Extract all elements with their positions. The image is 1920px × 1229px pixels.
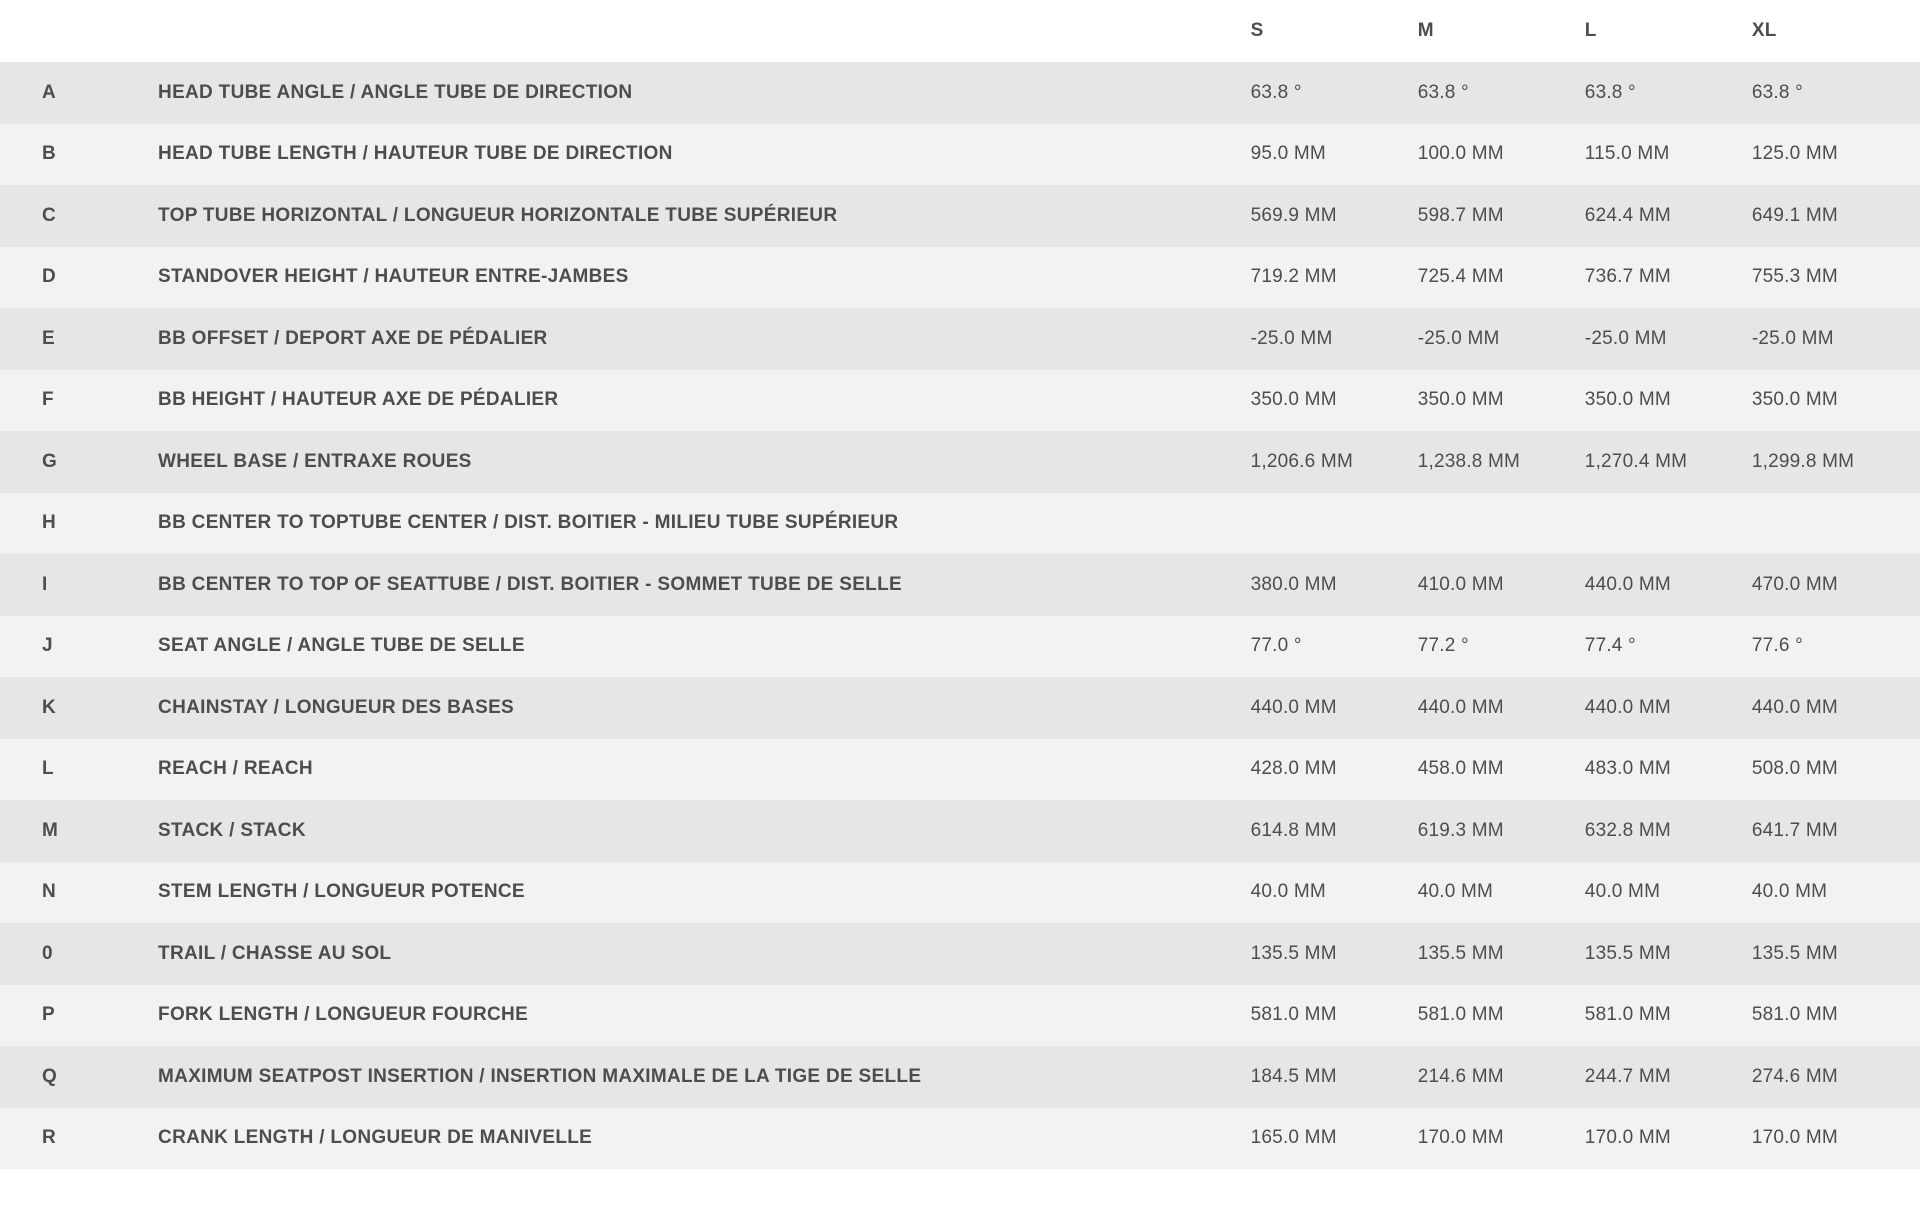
column-header-size-m: M [1418, 0, 1585, 62]
table-row [0, 554, 1920, 616]
column-header-letter [0, 0, 100, 62]
row-label: HEAD TUBE LENGTH / HAUTEUR TUBE DE DIRECTION [158, 143, 673, 165]
row-letter: G [42, 450, 58, 472]
row-value-s: 77.0 ° [1250, 635, 1302, 657]
table-row [0, 308, 1920, 370]
row-value-xl: 440.0 MM [1751, 696, 1838, 718]
table-row [0, 739, 1920, 801]
row-value-l: 632.8 MM [1584, 819, 1671, 841]
bottom-spacer [0, 1169, 1920, 1229]
row-value-s: 380.0 MM [1250, 573, 1337, 595]
table-row [0, 62, 1920, 124]
row-value-xl: -25.0 MM [1751, 327, 1834, 349]
row-value-l: 483.0 MM [1584, 758, 1671, 780]
row-value-l [1585, 493, 1752, 555]
row-value-l: 135.5 MM [1584, 942, 1671, 964]
row-value-xl: 40.0 MM [1751, 881, 1828, 903]
row-label: STACK / STACK [158, 819, 306, 841]
row-label: BB CENTER TO TOP OF SEATTUBE / DIST. BOITIER - SOMMET TUBE DE SELLE [158, 573, 902, 595]
row-value-l: 244.7 MM [1584, 1065, 1671, 1087]
row-letter: E [42, 327, 55, 349]
row-value-m: 350.0 MM [1417, 389, 1504, 411]
row-value-s: 428.0 MM [1250, 758, 1337, 780]
row-letter: F [42, 389, 54, 411]
row-value-m: 100.0 MM [1417, 143, 1504, 165]
row-label: SEAT ANGLE / ANGLE TUBE DE SELLE [158, 635, 525, 657]
row-value-m: 598.7 MM [1417, 204, 1504, 226]
row-value-l: -25.0 MM [1584, 327, 1667, 349]
row-value-s: 569.9 MM [1250, 204, 1337, 226]
row-letter: P [42, 1004, 55, 1026]
table-row [0, 247, 1920, 309]
row-letter: L [42, 758, 54, 780]
row-value-l: 77.4 ° [1584, 635, 1636, 657]
row-value-s: 40.0 MM [1250, 881, 1326, 903]
row-value-m: 170.0 MM [1417, 1127, 1504, 1149]
row-value-m: 458.0 MM [1417, 758, 1504, 780]
row-value-l: 170.0 MM [1584, 1127, 1671, 1149]
table-row [0, 862, 1920, 924]
row-label: TOP TUBE HORIZONTAL / LONGUEUR HORIZONTALE TUBE SUPÉRIEUR [158, 204, 838, 226]
row-value-xl: 581.0 MM [1751, 1004, 1838, 1026]
row-value-m: -25.0 MM [1417, 327, 1500, 349]
row-letter: C [42, 204, 57, 226]
row-value-m: 63.8 ° [1417, 81, 1469, 103]
row-value-xl: 135.5 MM [1751, 942, 1838, 964]
row-value-s: 184.5 MM [1250, 1065, 1337, 1087]
row-value-s: 95.0 MM [1250, 143, 1326, 165]
table-row [0, 493, 1920, 555]
row-letter: N [42, 881, 57, 903]
row-value-s: 135.5 MM [1250, 942, 1337, 964]
row-value-xl: 641.7 MM [1751, 819, 1838, 841]
row-label: WHEEL BASE / ENTRAXE ROUES [158, 450, 472, 472]
table-row [0, 1108, 1920, 1170]
row-letter: K [42, 696, 57, 718]
row-value-l: 1,270.4 MM [1584, 450, 1688, 472]
row-value-l: 440.0 MM [1584, 573, 1671, 595]
row-label: REACH / REACH [158, 758, 313, 780]
row-label: CHAINSTAY / LONGUEUR DES BASES [158, 696, 515, 718]
row-letter: 0 [42, 942, 53, 964]
row-value-xl: 77.6 ° [1751, 635, 1803, 657]
column-header-size-s: S [1251, 0, 1418, 62]
row-letter: M [42, 819, 59, 841]
row-value-xl: 274.6 MM [1751, 1065, 1838, 1087]
row-value-l: 624.4 MM [1584, 204, 1671, 226]
row-value-xl: 125.0 MM [1751, 143, 1838, 165]
row-label: BB CENTER TO TOPTUBE CENTER / DIST. BOITIER - MILIEU TUBE SUPÉRIEUR [158, 512, 899, 534]
row-value-m: 214.6 MM [1417, 1065, 1504, 1087]
column-header-size-l: L [1585, 0, 1752, 62]
table-row [0, 800, 1920, 862]
row-label: FORK LENGTH / LONGUEUR FOURCHE [158, 1004, 529, 1026]
table-header-row [0, 0, 1920, 62]
row-value-l: 350.0 MM [1584, 389, 1671, 411]
row-value-s: 350.0 MM [1250, 389, 1337, 411]
table-row [0, 616, 1920, 678]
table-row [0, 923, 1920, 985]
row-value-l: 440.0 MM [1584, 696, 1671, 718]
row-value-l: 40.0 MM [1584, 881, 1661, 903]
row-value-m: 725.4 MM [1417, 266, 1504, 288]
row-value-xl: 755.3 MM [1751, 266, 1838, 288]
row-value-s: 719.2 MM [1250, 266, 1337, 288]
row-value-m: 77.2 ° [1417, 635, 1469, 657]
row-label: CRANK LENGTH / LONGUEUR DE MANIVELLE [158, 1127, 593, 1149]
row-value-l: 581.0 MM [1584, 1004, 1671, 1026]
row-value-s: -25.0 MM [1250, 327, 1333, 349]
row-letter: J [42, 635, 53, 657]
row-letter: A [42, 81, 57, 103]
row-value-l: 736.7 MM [1584, 266, 1671, 288]
column-header-size-xl: XL [1752, 0, 1919, 62]
row-value-xl: 1,299.8 MM [1751, 450, 1855, 472]
row-value-xl: 63.8 ° [1751, 81, 1803, 103]
row-label: MAXIMUM SEATPOST INSERTION / INSERTION MAXIMALE DE LA TIGE DE SELLE [158, 1065, 922, 1087]
table-row [0, 1046, 1920, 1108]
row-value-l: 63.8 ° [1584, 81, 1636, 103]
row-letter: R [42, 1127, 57, 1149]
row-value-xl [1752, 493, 1919, 555]
row-value-s: 614.8 MM [1250, 819, 1337, 841]
row-letter: B [42, 143, 57, 165]
table-row [0, 431, 1920, 493]
row-value-m [1418, 493, 1585, 555]
row-label: HEAD TUBE ANGLE / ANGLE TUBE DE DIRECTION [158, 81, 633, 103]
row-label: TRAIL / CHASSE AU SOL [158, 942, 392, 964]
row-value-m: 619.3 MM [1417, 819, 1504, 841]
table-row [0, 370, 1920, 432]
row-value-m: 135.5 MM [1417, 942, 1504, 964]
row-value-m: 1,238.8 MM [1417, 450, 1521, 472]
table-row [0, 124, 1920, 186]
row-value-s: 63.8 ° [1250, 81, 1302, 103]
row-value-s: 581.0 MM [1250, 1004, 1337, 1026]
row-label: BB OFFSET / DEPORT AXE DE PÉDALIER [158, 327, 548, 349]
row-letter: Q [42, 1065, 58, 1087]
row-letter: D [42, 266, 57, 288]
row-value-m: 410.0 MM [1417, 573, 1504, 595]
row-label: BB HEIGHT / HAUTEUR AXE DE PÉDALIER [158, 389, 559, 411]
row-value-s: 440.0 MM [1250, 696, 1337, 718]
row-value-m: 440.0 MM [1417, 696, 1504, 718]
column-header-measurement [100, 0, 1251, 62]
row-value-xl: 470.0 MM [1751, 573, 1838, 595]
row-value-xl: 350.0 MM [1751, 389, 1838, 411]
row-value-xl: 508.0 MM [1751, 758, 1838, 780]
row-value-s: 165.0 MM [1250, 1127, 1337, 1149]
row-value-xl: 170.0 MM [1751, 1127, 1838, 1149]
table-row [0, 185, 1920, 247]
row-letter: H [42, 512, 57, 534]
row-value-s: 1,206.6 MM [1250, 450, 1353, 472]
table-header [0, 0, 1920, 62]
row-value-m: 581.0 MM [1417, 1004, 1504, 1026]
row-value-m: 40.0 MM [1417, 881, 1494, 903]
table-row [0, 985, 1920, 1047]
row-label: STANDOVER HEIGHT / HAUTEUR ENTRE-JAMBES [158, 266, 629, 288]
row-value-xl: 649.1 MM [1751, 204, 1838, 226]
row-value-l: 115.0 MM [1584, 143, 1670, 165]
row-letter: I [42, 573, 48, 595]
table-body [0, 62, 1920, 1169]
table-row [0, 677, 1920, 739]
row-label: STEM LENGTH / LONGUEUR POTENCE [158, 881, 525, 903]
row-value-s [1251, 493, 1418, 555]
